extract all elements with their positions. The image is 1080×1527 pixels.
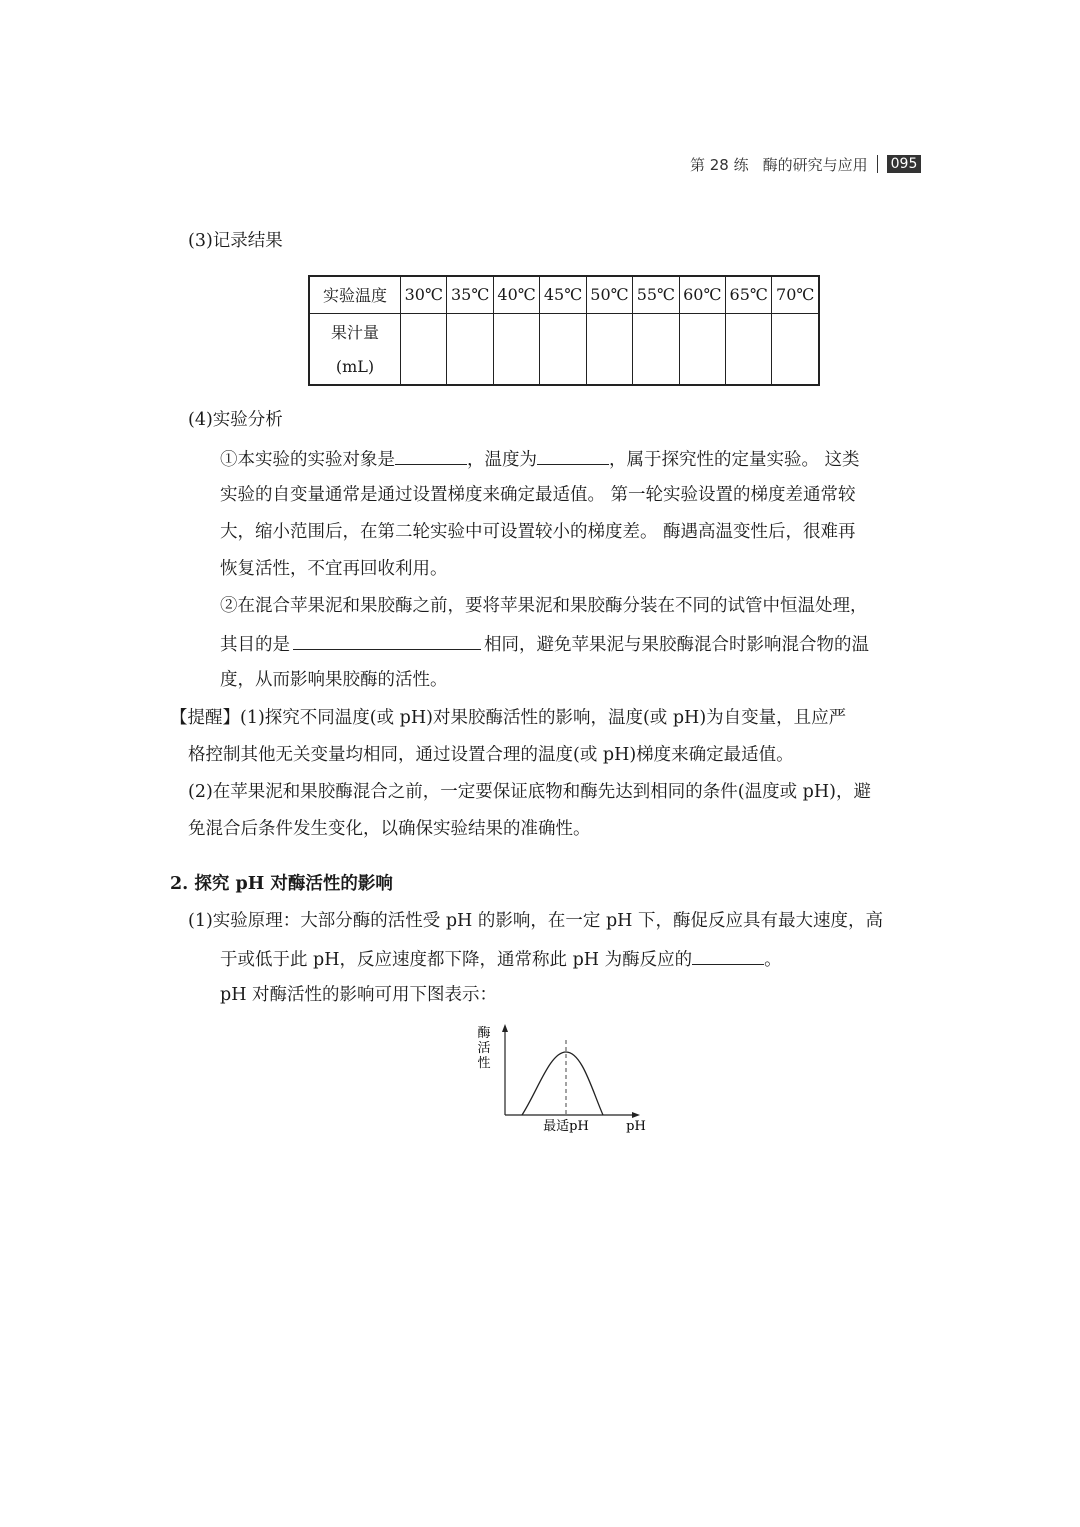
- answer-blank[interactable]: [692, 946, 764, 965]
- paragraph-line: 实验的自变量通常是通过设置梯度来确定最适值。 第一轮实验设置的梯度差通常较: [220, 485, 856, 505]
- tip-line: 免混合后条件发生变化，以确保实验结果的准确性。: [188, 819, 591, 839]
- temp-cell: 65℃: [725, 276, 771, 313]
- answer-blank[interactable]: [293, 631, 481, 650]
- empty-cell: [493, 313, 539, 385]
- empty-cell: [447, 313, 493, 385]
- answer-blank[interactable]: [395, 446, 467, 465]
- empty-cell: [679, 313, 725, 385]
- temp-cell: 40℃: [493, 276, 539, 313]
- ph-activity-chart: [470, 1020, 660, 1140]
- paragraph-line: 大，缩小范围后，在第二轮实验中可设置较小的梯度差。 酶遇高温变性后，很难再: [220, 522, 856, 542]
- paragraph-line: [220, 446, 860, 472]
- optimum-ph-label: 最适pH: [543, 1119, 589, 1134]
- temp-cell: 30℃: [401, 276, 447, 313]
- page-header: [690, 152, 921, 176]
- temp-cell: 35℃: [447, 276, 493, 313]
- text-span: ，温度为: [467, 450, 537, 470]
- paragraph-line: ②在混合苹果泥和果胶酶之前，要将苹果泥和果胶酶分装在不同的试管中恒温处理，: [220, 596, 868, 616]
- chapter-title: 酶的研究与应用: [762, 155, 868, 174]
- page-number: 095: [887, 155, 922, 173]
- table-header-cell: (mL): [309, 349, 401, 385]
- table-row: [309, 313, 819, 349]
- header-divider: [877, 155, 878, 173]
- temp-cell: 55℃: [633, 276, 679, 313]
- empty-cell: [772, 313, 819, 385]
- temp-cell: 70℃: [772, 276, 819, 313]
- ylabel-char: 活: [477, 1041, 491, 1056]
- section-4-title: (4)实验分析: [188, 410, 283, 430]
- paragraph-line: [220, 631, 869, 657]
- y-axis-arrow: [502, 1024, 508, 1032]
- ylabel-char: 酶: [477, 1026, 491, 1041]
- paragraph-line: 度，从而影响果胶酶的活性。: [220, 670, 448, 690]
- text-span: 相同，避免苹果泥与果胶酶混合时影响混合物的温: [484, 635, 869, 655]
- ylabel-char: 性: [477, 1056, 491, 1071]
- empty-cell: [633, 313, 679, 385]
- chapter-number: 第 28 练: [690, 155, 749, 174]
- text-span: ①本实验的实验对象是: [220, 450, 395, 470]
- activity-curve: [522, 1052, 603, 1115]
- answer-blank[interactable]: [537, 446, 609, 465]
- empty-cell: [725, 313, 771, 385]
- text-span: 于或低于此 pH，反应速度都下降，通常称此 pH 为酶反应的: [220, 950, 693, 970]
- x-axis-label: pH: [626, 1119, 646, 1134]
- table-row: [309, 276, 819, 313]
- text-span: ，属于探究性的定量实验。 这类: [609, 450, 860, 470]
- empty-cell: [401, 313, 447, 385]
- x-axis-arrow: [632, 1112, 640, 1118]
- paragraph-line: 恢复活性，不宜再回收利用。: [220, 559, 448, 579]
- text-span: 。: [764, 950, 782, 970]
- section-2-title: 2. 探究 pH 对酶活性的影响: [170, 874, 393, 894]
- tip-line: (2)在苹果泥和果胶酶混合之前，一定要保证底物和酶先达到相同的条件(温度或 pH)，避: [188, 782, 871, 802]
- temp-cell: 50℃: [586, 276, 632, 313]
- paragraph-line: [220, 946, 782, 972]
- section-3-title: (3)记录结果: [188, 231, 283, 251]
- empty-cell: [540, 313, 586, 385]
- paragraph-line: (1)实验原理：大部分酶的活性受 pH 的影响，在一定 pH 下，酶促反应具有最大速度，高: [188, 911, 883, 931]
- tip-line: 【提醒】(1)探究不同温度(或 pH)对果胶酶活性的影响，温度(或 pH)为自变量，且应严: [170, 708, 847, 728]
- temp-cell: 45℃: [540, 276, 586, 313]
- temp-cell: 60℃: [679, 276, 725, 313]
- record-table: [308, 275, 820, 386]
- empty-cell: [586, 313, 632, 385]
- text-span: 其目的是: [220, 635, 290, 655]
- paragraph-line: pH 对酶活性的影响可用下图表示：: [220, 985, 498, 1005]
- table-header-cell: 实验温度: [309, 276, 401, 313]
- table-header-cell: 果汁量: [309, 313, 401, 349]
- tip-line: 格控制其他无关变量均相同，通过设置合理的温度(或 pH)梯度来确定最适值。: [188, 745, 794, 765]
